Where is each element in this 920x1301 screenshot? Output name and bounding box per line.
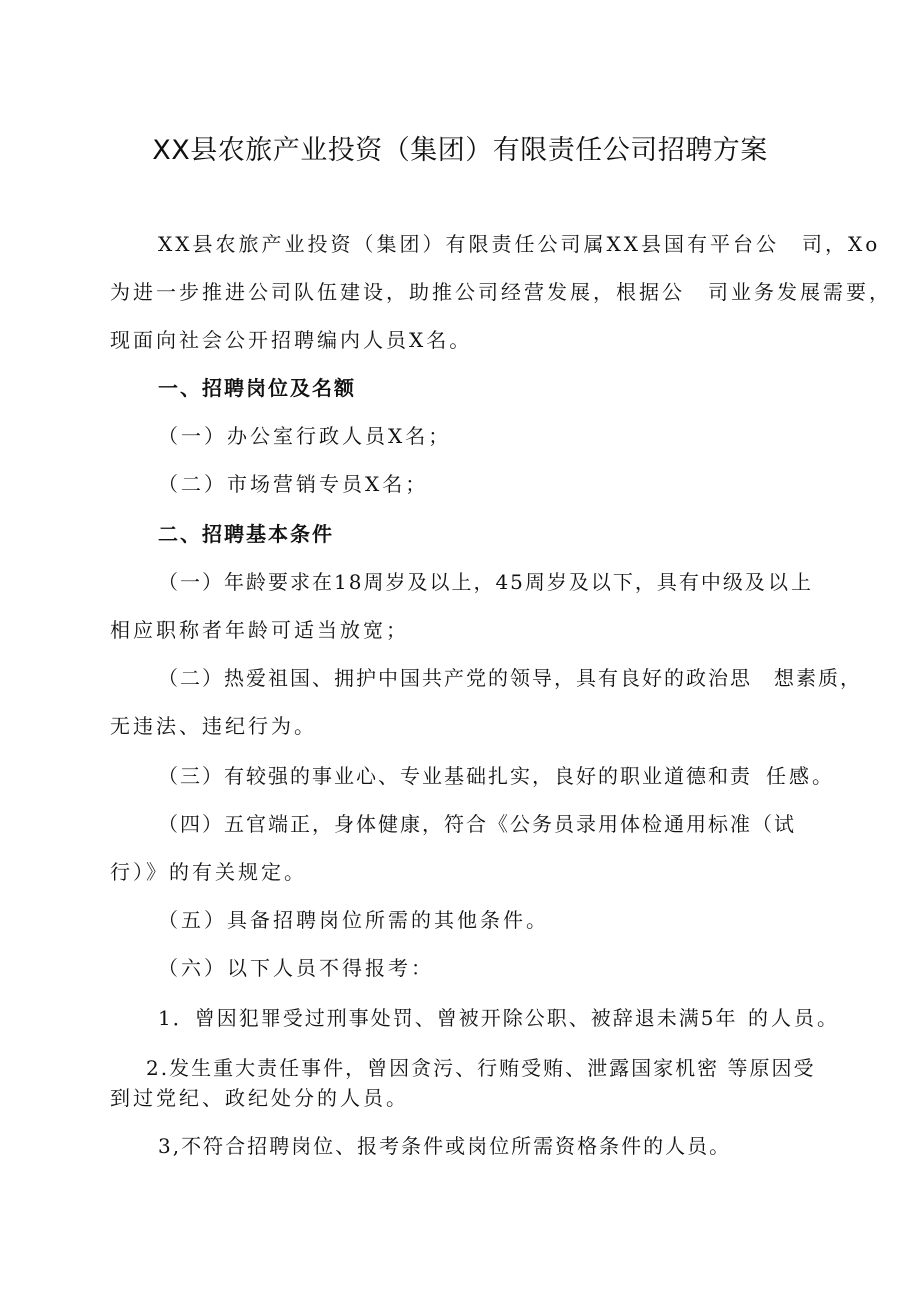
condition-3-line-1: （三）有较强的事业心、专业基础扎实，良好的职业道德和责 (158, 764, 752, 788)
exclusion-1-line-1-tail: 的人员。 (748, 1006, 840, 1030)
section-2-heading: 二、招聘基本条件 (158, 522, 334, 546)
condition-4-line-2: 行）》的有关规定。 (110, 860, 307, 884)
exclusion-3: 3,不符合招聘岗位、报考条件或岗位所需资格条件的人员。 (158, 1134, 732, 1158)
condition-1-line-1-tail: 以上 (768, 570, 814, 594)
condition-2-line-1: （二）热爱祖国、拥护中国共产党的领导，具有良好的政治思 想素质， (158, 666, 862, 690)
condition-6: （六）以下人员不得报考： (158, 956, 434, 980)
document-title: XX县农旅产业投资（集团）有限责任公司招聘方案 (152, 135, 768, 166)
intro-line-1: XX县农旅产业投资（集团）有限责任公司属XX县国有平台公 司，Xo (158, 232, 881, 256)
section-1-heading: 一、招聘岗位及名额 (158, 376, 356, 400)
condition-4-line-1: （四）五官端正，身体健康，符合《公务员录用体检通用标准（试 (158, 812, 796, 836)
condition-1-line-1: （一）年龄要求在18周岁及以上，45周岁及以下，具有中级及 (158, 570, 767, 594)
position-item-1: （一）办公室行政人员X名； (158, 424, 452, 448)
exclusion-2-line-2: 到过党纪、政纪处分的人员。 (110, 1086, 409, 1110)
intro-line-2: 为进一步推进公司队伍建设，助推公司经营发展，根据公 司业务发展需要， (110, 280, 892, 304)
condition-3-line-1-tail: 任感。 (766, 764, 835, 788)
position-item-2: （二）市场营销专员X名； (158, 472, 429, 496)
intro-line-3: 现面向社会公开招聘编内人员X名。 (110, 328, 473, 352)
exclusion-2-line-1: 2.发生重大责任事件，曾因贪污、行贿受贿、泄露国家机密 等原因受 (146, 1056, 816, 1080)
condition-5: （五）具备招聘岗位所需的其他条件。 (158, 908, 549, 932)
condition-2-line-2: 无违法、违纪行为。 (110, 714, 317, 738)
condition-1-line-2: 相应职称者年龄可适当放宽； (110, 618, 409, 642)
exclusion-1-line-1: 1．曾因犯罪受过刑事处罚、曾被开除公职、被辞退未满5年 (158, 1006, 738, 1030)
